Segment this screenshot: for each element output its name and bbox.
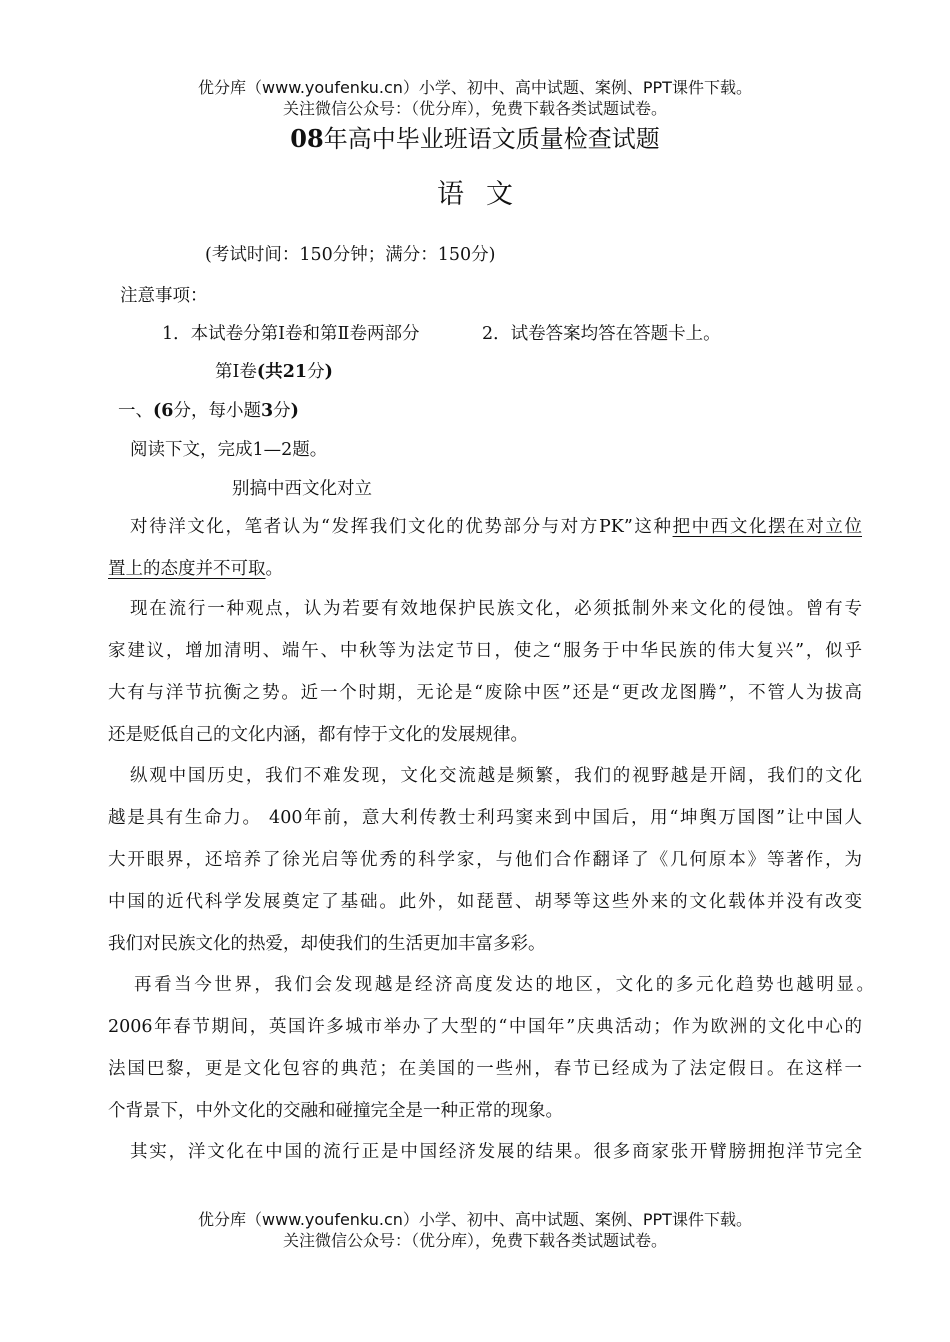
p4-line-2: 2006年春节期间，英国许多城市举办了大型的“中国年”庆典活动；作为欧洲的文化中心的 <box>108 1017 862 1037</box>
header-line-2: 关注微信公众号：（优分库），免费下载各类试题试卷。 <box>282 99 667 118</box>
exam-title-year: 08 <box>290 124 324 153</box>
p3-line-4: 中国的近代科学发展奠定了基础。此外，如琵琶、胡琴等这些外来的文化载体并没有改变 <box>108 892 862 912</box>
part-one-unit: 分 <box>307 362 325 382</box>
p2-line-2: 家建议，增加清明、端午、中秋等为法定节日，使之“服务于中华民族的伟大复兴”，似乎 <box>108 641 862 661</box>
p2-line-4: 还是贬低自己的文化内涵，都有悖于文化的发展规律。 <box>108 725 528 745</box>
p2-line-1: 现在流行一种观点，认为若要有效地保护民族文化，必须抵制外来文化的侵蚀。曾有专 <box>130 599 862 619</box>
p2-line-3: 大有与洋节抗衡之势。近一个时期，无论是“废除中医”还是“更改龙图腾”，不管人为拔高 <box>108 683 862 703</box>
section-one-each: 3 <box>260 401 274 421</box>
p3-line-5: 我们对民族文化的热爱，却使我们的生活更加丰富多彩。 <box>108 934 546 954</box>
note-2: 2．试卷答案均答在答题卡上。 <box>482 324 721 344</box>
p4-line-1: 再看当今世界，我们会发现越是经济高度发达的地区，文化的多元化趋势也越明显。 <box>134 975 874 995</box>
p1-line-2 <box>108 557 283 581</box>
section-one-number: 一、 <box>118 401 153 421</box>
footer-line-2: 关注微信公众号：（优分库），免费下载各类试题试卷。 <box>282 1231 667 1250</box>
p1-underlined-1: 把中西文化摆在对立位 <box>672 517 862 537</box>
p3-line-3: 大开眼界，还培养了徐光启等优秀的科学家，与他们合作翻译了《几何原本》等著作，为 <box>108 850 862 870</box>
section-one-points: (6 <box>153 401 174 421</box>
part-one-heading <box>215 360 333 384</box>
exam-title-text: 年高中毕业班语文质量检查试题 <box>323 125 660 153</box>
exam-title <box>0 124 950 154</box>
p1-line-1-text: 对待洋文化，笔者认为“发挥我们文化的优势部分与对方PK”这种 <box>130 517 673 537</box>
note-1: 1．本试卷分第Ⅰ卷和第Ⅱ卷两部分 <box>162 324 420 344</box>
p1-line-1 <box>130 515 862 539</box>
reading-instruction: 阅读下文，完成1—2题。 <box>130 440 328 460</box>
p4-line-4: 个背景下，中外文化的交融和碰撞完全是一种正常的现象。 <box>108 1101 563 1121</box>
p1-line-2-end: 。 <box>265 559 283 579</box>
section-one-unit: 分 <box>273 401 291 421</box>
part-one-paren-open: (共 <box>256 362 283 382</box>
p4-line-3: 法国巴黎，更是文化包容的典范；在美国的一些州，春节已经成为了法定假日。在这样一 <box>108 1059 862 1079</box>
part-one-label: 第Ⅰ卷 <box>215 362 257 382</box>
section-one-heading <box>118 399 299 423</box>
part-one-paren-close: ) <box>324 362 333 382</box>
p3-line-1: 纵观中国历史，我们不难发现，文化交流越是频繁，我们的视野越是开阔，我们的文化 <box>130 766 862 786</box>
part-one-points: 21 <box>282 362 308 382</box>
time-info: (考试时间：150分钟；满分：150分) <box>205 245 496 265</box>
p1-underlined-2: 置上的态度并不可取 <box>108 559 266 579</box>
p5-line-1: 其实，洋文化在中国的流行正是中国经济发展的结果。很多商家张开臂膀拥抱洋节完全 <box>130 1142 862 1162</box>
p3-line-2: 越是具有生命力。 400年前，意大利传教士利玛窦来到中国后，用“坤舆万国图”让中国人 <box>108 808 862 828</box>
section-one-paren-close: ) <box>290 401 299 421</box>
footer-line-1: 优分库（www.youfenku.cn）小学、初中、高中试题、案例、PPT课件下载。 <box>198 1210 752 1229</box>
article-title: 别搞中西文化对立 <box>232 479 372 499</box>
subject-heading: 语文 <box>437 179 535 210</box>
section-one-text: 分，每小题 <box>173 401 261 421</box>
header-line-1: 优分库（www.youfenku.cn）小学、初中、高中试题、案例、PPT课件下载。 <box>198 78 752 97</box>
notes-label: 注意事项： <box>120 286 208 306</box>
